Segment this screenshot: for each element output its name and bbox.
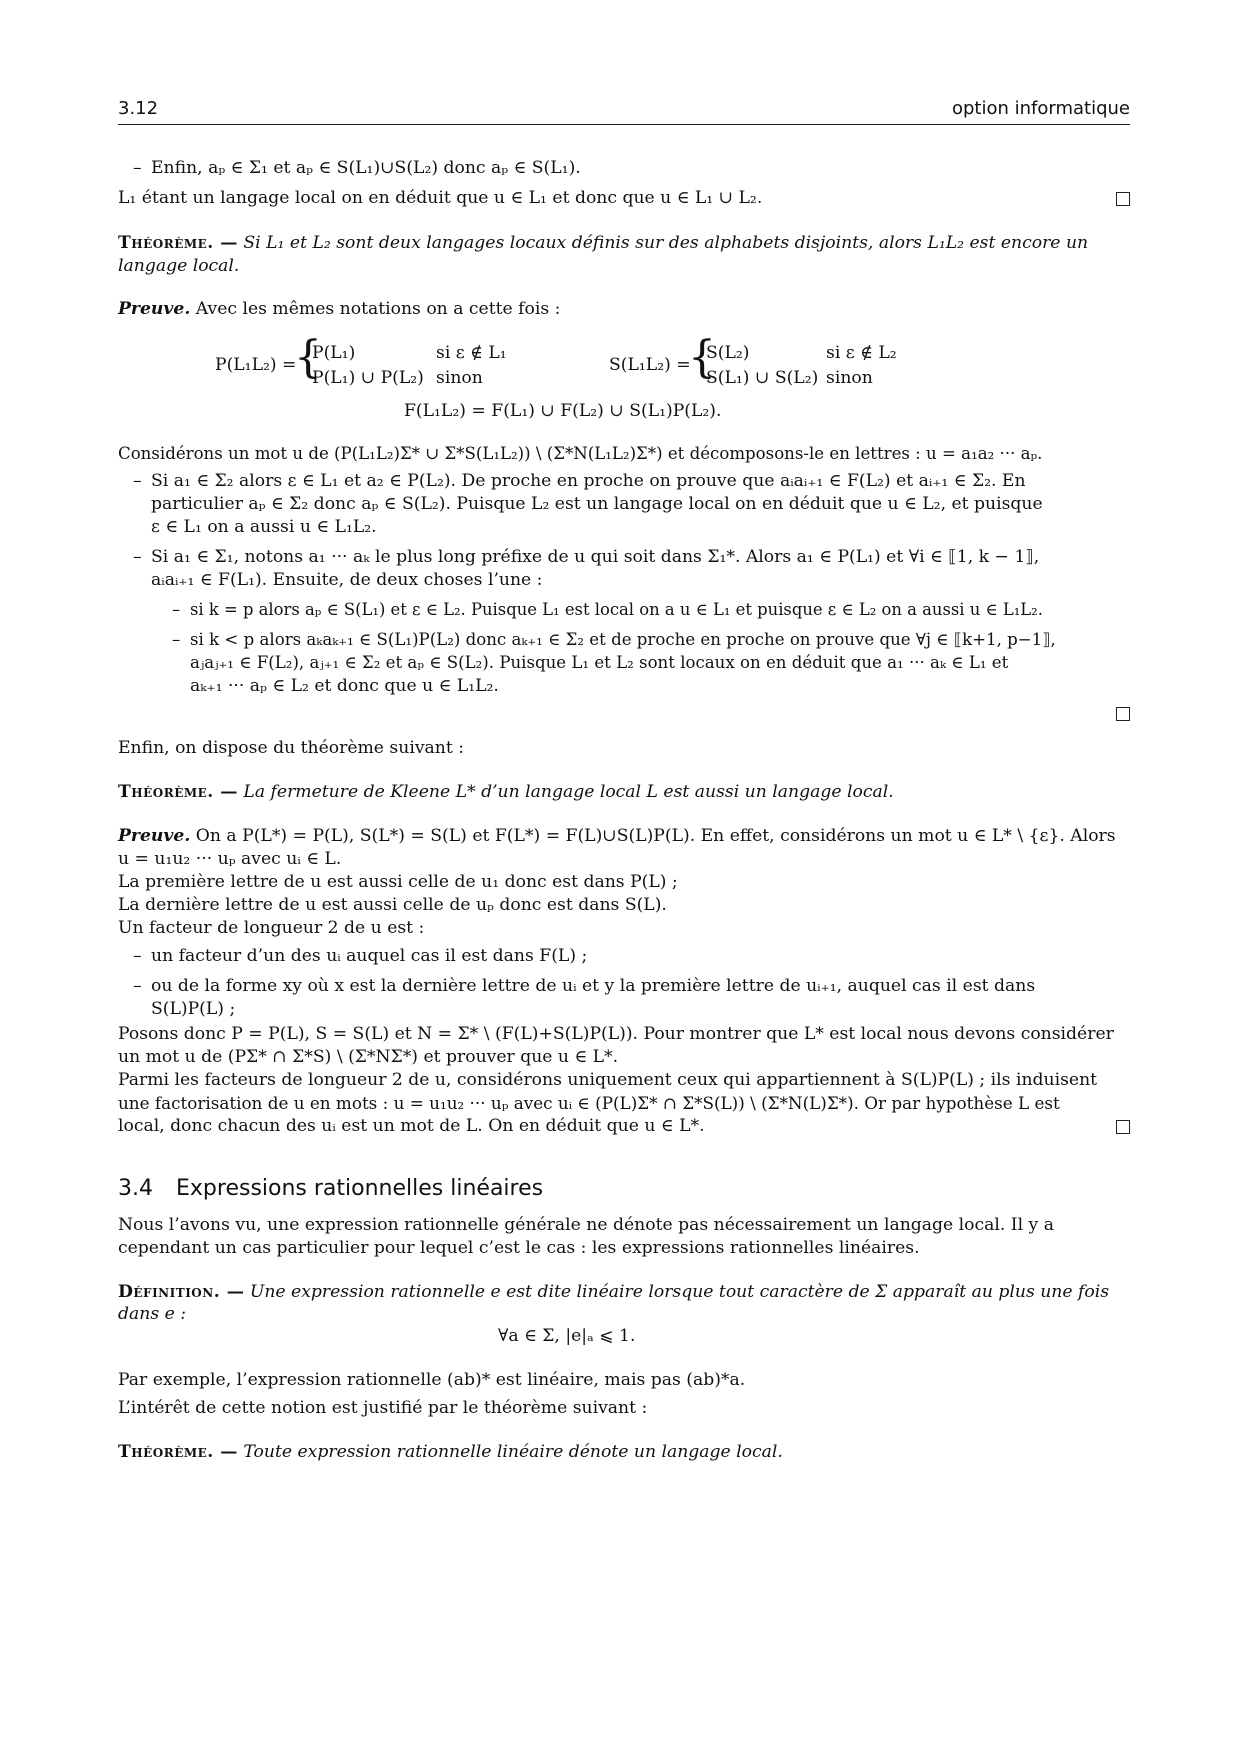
- qed-square-icon: [1116, 1120, 1130, 1134]
- proof-2-line1: [118, 824, 1130, 848]
- proof2-text-1: On a P(L*) = P(L), S(L*) = S(L) et F(L*) = F(L)∪S(L)P(L). En effet, considérons un mot u ∈ L* \ {ε}. Alors: [195, 826, 1116, 846]
- example-text: Par exemple, l’expression rationnelle (ab)* est linéaire, mais pas (ab)*a.: [118, 1370, 746, 1390]
- proof2-text-6: Posons donc P = P(L), S = S(L) et N = Σ* \ (F(L)+S(L)P(L)). Pour montrer que L* est local nous devons considérer: [118, 1024, 1114, 1044]
- list-item: – un facteur d’un des uᵢ auquel cas il est dans F(L) ;: [133, 946, 588, 966]
- item2-line2: S(L)P(L) ;: [151, 999, 236, 1019]
- left-brace-icon: {: [688, 332, 716, 383]
- s-case2-val: S(L₁) ∪ S(L₂): [706, 368, 819, 388]
- s-case1-val: S(L₂): [706, 343, 750, 363]
- list-item: – Si a₁ ∈ Σ₂ alors ε ∈ L₁ et a₂ ∈ P(L₂). De proche en proche on prouve que aᵢaᵢ₊₁ ∈ F(L₂) et aᵢ₊₁ ∈ Σ₂. En: [133, 471, 1026, 491]
- header-title: option informatique: [951, 98, 1130, 119]
- theorem-text: Si L₁ et L₂ sont deux langages locaux définis sur des alphabets disjoints, alors L₁L₂ est encore un: [243, 233, 1089, 253]
- p-case2-cond: sinon: [436, 368, 483, 388]
- list-item: – ou de la forme xy où x est la dernière lettre de uᵢ et y la première lettre de uᵢ₊₁, auquel cas il est dans: [133, 976, 1036, 996]
- consider-text: Considérons un mot u de (P(L₁L₂)Σ* ∪ Σ*S(L₁L₂)) \ (Σ*N(L₁L₂)Σ*) et décomposons-le en lettres : u = a₁a₂ ··· aₚ.: [118, 444, 1043, 463]
- theorem-1: [118, 231, 1130, 255]
- list-item: – Si a₁ ∈ Σ₁, notons a₁ ··· aₖ le plus long préfixe de u qui soit dans Σ₁*. Alors a₁ ∈ P(L₁) et ∀i ∈ ⟦1, k − 1⟧,: [133, 547, 1040, 567]
- intro-line1: Nous l’avons vu, une expression rationnelle générale ne dénote pas nécessairement un langage local. Il y a: [118, 1215, 1054, 1235]
- theorem-1-cont: langage local.: [118, 256, 240, 276]
- proof2-text-10: local, donc chacun des uᵢ est un mot de L. On en déduit que u ∈ L*.: [118, 1116, 705, 1136]
- proof2-text-2: u = u₁u₂ ··· uₚ avec uᵢ ∈ L.: [118, 849, 342, 869]
- proof-label: Preuve.: [118, 826, 191, 846]
- theorem-label: Théorème. —: [118, 233, 238, 253]
- theorem-3: [118, 1440, 1130, 1464]
- sub2-line3: aₖ₊₁ ··· aₚ ∈ L₂ et donc que u ∈ L₁L₂.: [190, 676, 499, 696]
- running-header: [118, 96, 1130, 125]
- p-case1-val: P(L₁): [312, 343, 356, 363]
- page-number: 3.12: [118, 98, 159, 119]
- theorem-text: La fermeture de Kleene L* d’un langage local L est aussi un langage local.: [243, 782, 894, 802]
- definition-text: Une expression rationnelle e est dite linéaire lorsque tout caractère de Σ apparaît au plus une fois: [249, 1282, 1110, 1302]
- theorem-label: Théorème. —: [118, 782, 238, 802]
- left-brace-icon: {: [294, 332, 322, 383]
- sub1-text: si k = p alors aₚ ∈ S(L₁) et ε ∈ L₂. Puisque L₁ est local on a u ∈ L₁ et puisque ε ∈ L₂ on a aussi u ∈ L₁L₂.: [190, 600, 1043, 619]
- p-lhs: P(L₁L₂) =: [215, 355, 297, 375]
- item1-text: un facteur d’un des uᵢ auquel cas il est dans F(L) ;: [151, 946, 588, 966]
- f-equation: F(L₁L₂) = F(L₁) ∪ F(L₂) ∪ S(L₁)P(L₂).: [404, 401, 722, 421]
- sub2-line2: aⱼaⱼ₊₁ ∈ F(L₂), aⱼ₊₁ ∈ Σ₂ et aₚ ∈ S(L₂). Puisque L₁ et L₂ sont locaux on en déduit que a₁ ··· aₖ ∈ L₁ et: [190, 653, 1009, 672]
- theorem-text: Toute expression rationnelle linéaire dénote un langage local.: [243, 1442, 783, 1462]
- case1-line1: Si a₁ ∈ Σ₂ alors ε ∈ L₁ et a₂ ∈ P(L₂). De proche en proche on prouve que aᵢaᵢ₊₁ ∈ F(L₂) et aᵢ₊₁ ∈ Σ₂. En: [151, 471, 1026, 491]
- proof2-text-5: Un facteur de longueur 2 de u est :: [118, 918, 425, 938]
- definition-cont: dans e :: [118, 1304, 187, 1324]
- case1-line2: particulier aₚ ∈ Σ₂ donc aₚ ∈ S(L₂). Puisque L₂ est un langage local on en déduit que u ∈ L₂, et puisque: [151, 494, 1043, 514]
- intro-line2: cependant un cas particulier pour lequel c’est le cas : les expressions rationnelles linéaires.: [118, 1238, 920, 1258]
- qed-square-icon: [1116, 192, 1130, 206]
- definition-label: Définition. —: [118, 1282, 245, 1302]
- s-case1-cond: si ε ∉ L₂: [826, 343, 897, 363]
- section-number: 3.4: [118, 1176, 153, 1201]
- definition-formula: ∀a ∈ Σ, |e|ₐ ⩽ 1.: [498, 1326, 636, 1346]
- proof2-text-4: La dernière lettre de u est aussi celle de uₚ donc est dans S(L).: [118, 895, 667, 915]
- interest-text: L’intérêt de cette notion est justifié par le théorème suivant :: [118, 1398, 648, 1418]
- qed-square-icon: [1116, 707, 1130, 721]
- case1-line3: ε ∈ L₁ on a aussi u ∈ L₁L₂.: [151, 517, 377, 537]
- item2-line1: ou de la forme xy où x est la dernière lettre de uᵢ et y la première lettre de uᵢ₊₁, auquel cas il est dans: [151, 976, 1036, 996]
- sub2-line1: si k < p alors aₖaₖ₊₁ ∈ S(L₁)P(L₂) donc aₖ₊₁ ∈ Σ₂ et de proche en proche on prouve que ∀j ∈ ⟦k+1, p−1⟧,: [190, 630, 1056, 649]
- theorem-label: Théorème. —: [118, 1442, 238, 1462]
- section-title: Expressions rationnelles linéaires: [176, 1176, 544, 1201]
- definition: [118, 1280, 1130, 1304]
- p-case1-cond: si ε ∉ L₁: [436, 343, 507, 363]
- proof-intro-text: Avec les mêmes notations on a cette fois :: [195, 299, 561, 319]
- proof2-text-3: La première lettre de u est aussi celle de u₁ donc est dans P(L) ;: [118, 872, 678, 892]
- enfin-item-text: Enfin, aₚ ∈ Σ₁ et aₚ ∈ S(L₁)∪S(L₂) donc aₚ ∈ S(L₁).: [151, 158, 581, 178]
- list-item: – Enfin, aₚ ∈ Σ₁ et aₚ ∈ S(L₁)∪S(L₂) donc aₚ ∈ S(L₁).: [133, 158, 581, 178]
- proof-1-intro: [118, 297, 1130, 321]
- s-case2-cond: sinon: [826, 368, 873, 388]
- enfin-text: Enfin, on dispose du théorème suivant :: [118, 738, 465, 758]
- case2-line1: Si a₁ ∈ Σ₁, notons a₁ ··· aₖ le plus long préfixe de u qui soit dans Σ₁*. Alors a₁ ∈ P(L₁) et ∀i ∈ ⟦1, k − 1⟧,: [151, 547, 1040, 567]
- proof2-text-9: une factorisation de u en mots : u = u₁u₂ ··· uₚ avec uᵢ ∈ (P(L)Σ* ∩ Σ*S(L)) \ (Σ*N(L)Σ*). Or par hypothèse L est: [118, 1093, 1060, 1113]
- list-item: – si k = p alors aₚ ∈ S(L₁) et ε ∈ L₂. Puisque L₁ est local on a u ∈ L₁ et puisque ε ∈ L₂ on a aussi u ∈ L₁L₂.: [172, 600, 1043, 619]
- s-lhs: S(L₁L₂) =: [609, 355, 691, 375]
- proof2-text-7: un mot u de (PΣ* ∩ Σ*S) \ (Σ*NΣ*) et prouver que u ∈ L*.: [118, 1047, 619, 1067]
- section-heading: [118, 1176, 543, 1201]
- paragraph: [118, 186, 1130, 210]
- list-item: – si k < p alors aₖaₖ₊₁ ∈ S(L₁)P(L₂) donc aₖ₊₁ ∈ Σ₂ et de proche en proche on prouve que ∀j ∈ ⟦k+1, p−1⟧,: [172, 630, 1056, 649]
- p-case2-val: P(L₁) ∪ P(L₂): [312, 368, 424, 388]
- proof-label: Preuve.: [118, 299, 191, 319]
- proof2-text-8: Parmi les facteurs de longueur 2 de u, considérons uniquement ceux qui appartiennent à S(L)P(L) ; ils induisent: [118, 1070, 1098, 1090]
- conclusion-text: L₁ étant un langage local on en déduit que u ∈ L₁ et donc que u ∈ L₁ ∪ L₂.: [118, 188, 763, 208]
- theorem-2: [118, 780, 1130, 804]
- case2-line2: aᵢaᵢ₊₁ ∈ F(L₁). Ensuite, de deux choses l’une :: [151, 570, 543, 590]
